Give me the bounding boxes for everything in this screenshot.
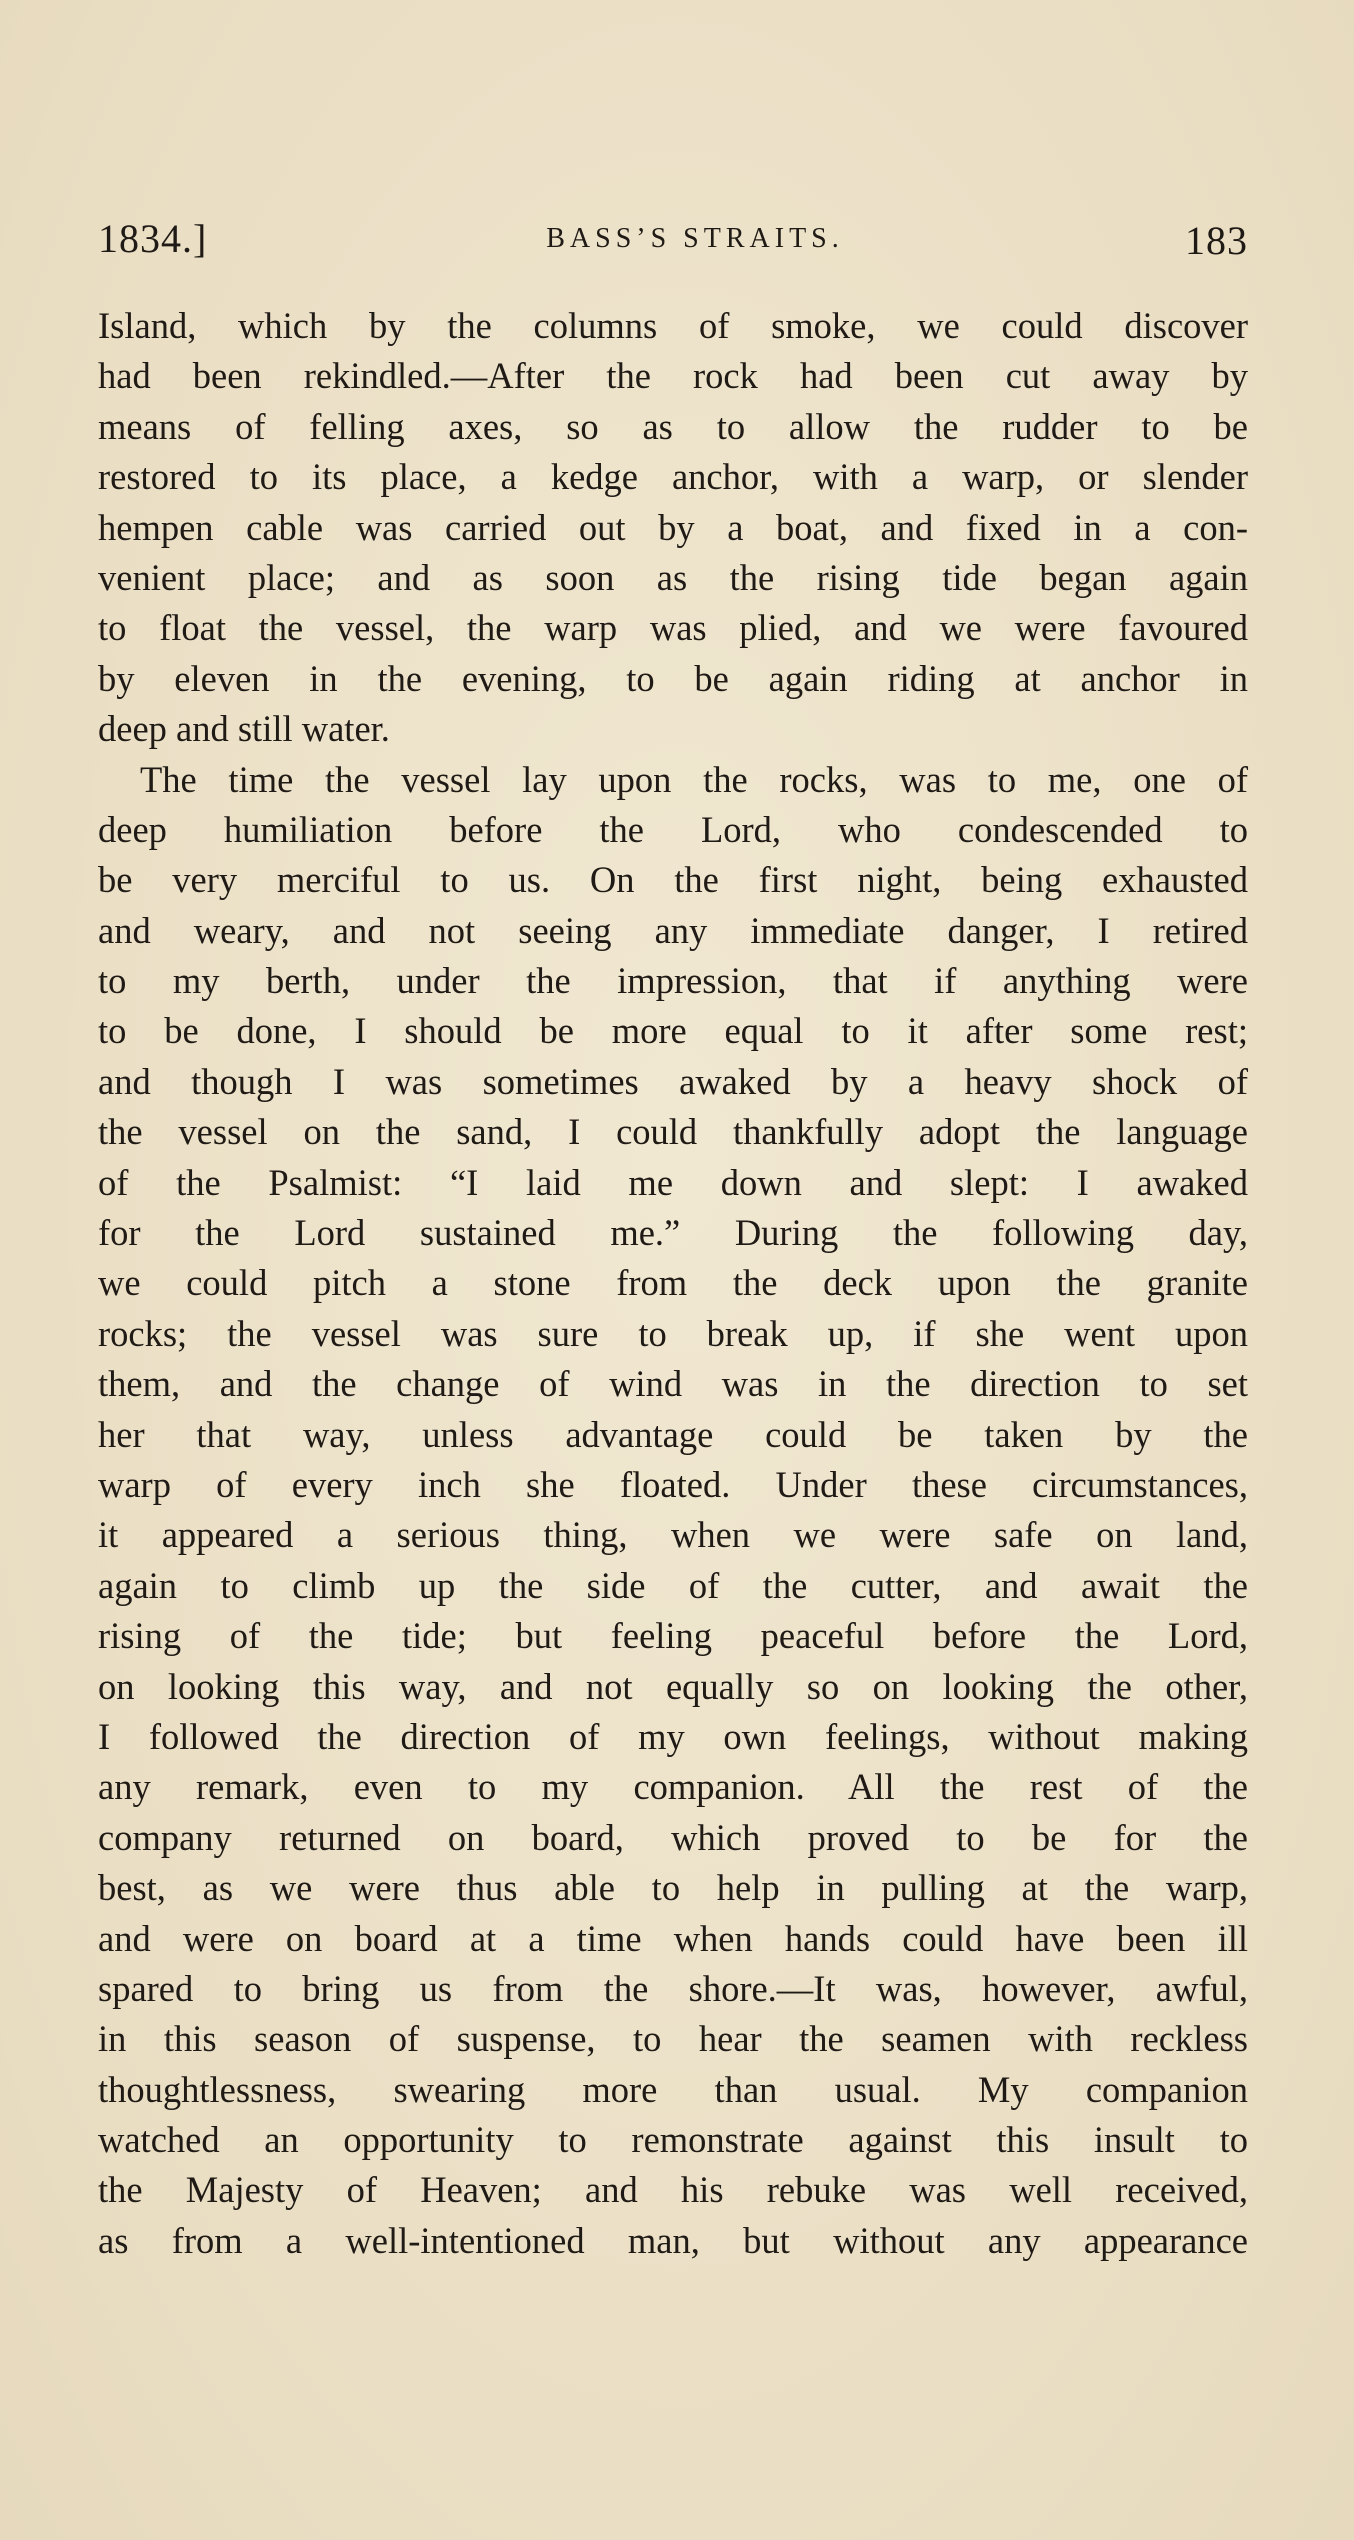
text-line: Island, which by the columns of smoke, we could discover [98, 305, 1248, 346]
text-line: the vessel on the sand, I could thankfully adopt the language [98, 1111, 1248, 1153]
text-line: thoughtlessness, swearing more than usual. My companion [98, 2068, 1248, 2110]
paragraph-1 [98, 301, 1248, 755]
text-line: as from a well-intentioned man, but without any appearance [98, 2219, 1248, 2261]
text-line: them, and the change of wind was in the direction to set [98, 1363, 1248, 1405]
text-line: venient place; and as soon as the rising tide began again [98, 556, 1248, 598]
text-line: it appeared a serious thing, when we were safe on land, [98, 1514, 1248, 1556]
text-line: be very merciful to us. On the first night, being exhausted [98, 859, 1248, 901]
text-line: The time the vessel lay upon the rocks, was to me, one of [140, 758, 1248, 800]
text-line: the Majesty of Heaven; and his rebuke was well received, [98, 2169, 1248, 2211]
text-line: deep and still water. [98, 708, 390, 750]
text-line: by eleven in the evening, to be again riding at anchor in [98, 657, 1248, 699]
text-line: her that way, unless advantage could be taken by the [98, 1413, 1248, 1455]
text-line: again to climb up the side of the cutter, and await the [98, 1564, 1248, 1606]
paragraph-2 [98, 755, 1248, 2267]
text-line: of the Psalmist: “I laid me down and slept: I awaked [98, 1161, 1248, 1203]
text-line: and though I was sometimes awaked by a heavy shock of [98, 1060, 1248, 1102]
text-line: deep humiliation before the Lord, who condescended to [98, 808, 1248, 850]
text-line: we could pitch a stone from the deck upon the granite [98, 1262, 1248, 1304]
running-title: BASS’S STRAITS. [546, 223, 844, 254]
text-line: watched an opportunity to remonstrate against this insult to [98, 2119, 1248, 2161]
text-line: to my berth, under the impression, that if anything were [98, 960, 1248, 1002]
text-line: and were on board at a time when hands could have been ill [98, 1917, 1248, 1959]
text-line: and weary, and not seeing any immediate danger, I retired [98, 909, 1248, 951]
text-line: any remark, even to my companion. All the rest of the [98, 1766, 1248, 1808]
book-page [98, 205, 1248, 2266]
text-line: warp of every inch she floated. Under these circumstances, [98, 1463, 1248, 1505]
text-line: in this season of suspense, to hear the seamen with reckless [98, 2018, 1248, 2060]
body-text [98, 301, 1248, 2266]
text-line: hempen cable was carried out by a boat, and fixed in a con- [98, 506, 1248, 548]
text-line: means of felling axes, so as to allow the rudder to be [98, 405, 1248, 447]
text-line: on looking this way, and not equally so on looking the other, [98, 1665, 1248, 1707]
running-head [98, 205, 1248, 261]
text-line: rising of the tide; but feeling peaceful before the Lord, [98, 1615, 1248, 1657]
text-line: spared to bring us from the shore.—It was, however, awful, [98, 1967, 1248, 2009]
text-line: company returned on board, which proved to be for the [98, 1816, 1248, 1858]
text-line: for the Lord sustained me.” During the following day, [98, 1212, 1248, 1254]
text-line: I followed the direction of my own feelings, without making [98, 1715, 1248, 1757]
text-line: had been rekindled.—After the rock had been cut away by [98, 355, 1248, 397]
text-line: to float the vessel, the warp was plied, and we were favoured [98, 607, 1248, 649]
page-number: 183 [1185, 218, 1248, 263]
text-line: best, as we were thus able to help in pulling at the warp, [98, 1867, 1248, 1909]
text-line: to be done, I should be more equal to it after some rest; [98, 1010, 1248, 1052]
year-heading: 1834.] [98, 216, 208, 261]
text-line: restored to its place, a kedge anchor, with a warp, or slender [98, 456, 1248, 498]
text-line: rocks; the vessel was sure to break up, if she went upon [98, 1312, 1248, 1354]
